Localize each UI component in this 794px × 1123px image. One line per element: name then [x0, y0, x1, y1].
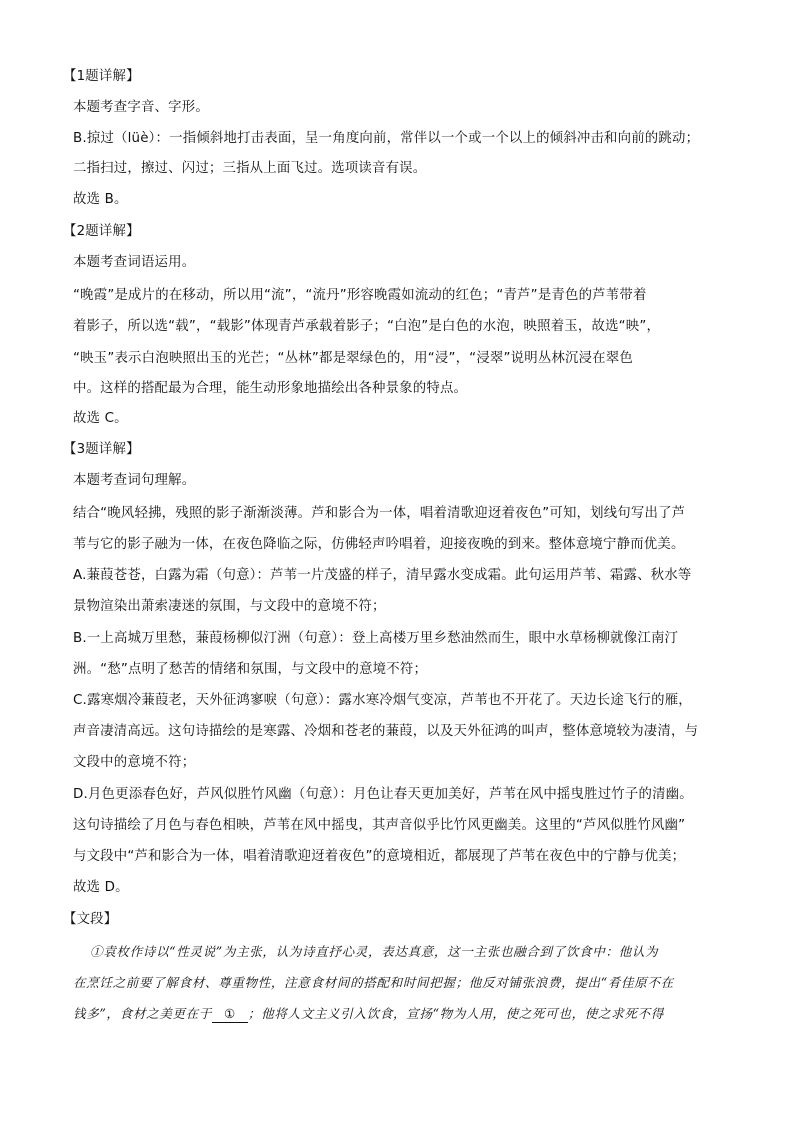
text-line: 故选 B。: [73, 192, 128, 207]
text-line: 苇与它的影子融为一体，在夜色降临之际，仿佛轻声吟唱着，迎接夜晚的到来。整体意境宁静而优美。: [73, 537, 685, 552]
text-line: 这句诗描绘了月色与春色相映，芦苇在风中摇曳，其声音似乎比竹风更幽美。这里的“芦风似胜竹风幽”: [73, 818, 686, 833]
passage-text: ；他将人文主义引入饮食，宣扬“物为人用，使之死可也，使之求死不得: [247, 1006, 664, 1021]
section-heading-q1: 【1题详解】: [63, 69, 140, 84]
text-line: 与文段中“芦和影合为一体，唱着清歌迎迓着夜色”的意境相近，都展现了芦苇在夜色中的宁静与优美；: [73, 849, 686, 864]
section-heading-passage: 【文段】: [63, 912, 118, 927]
passage-text: 钱多”，食材之美更在于: [73, 1006, 212, 1021]
text-line: “映玉”表示白泡映照出玉的光芒；“丛林”都是翠绿色的，用“浸”，“浸翠”说明丛林沉浸在翠色: [73, 351, 633, 366]
fill-in-blank: ①: [212, 1006, 248, 1023]
text-line: 本题考查字音、字形。: [73, 100, 209, 115]
text-line: 结合“晚风轻拂，残照的影子渐渐淡薄。芦和影合为一体，唱着清歌迎迓着夜色”可知，划线句写出了芦: [73, 506, 686, 521]
text-line: D.月色更添春色好，芦风似胜竹风幽（句意）：月色让春天更加美好，芦苇在风中摇曳胜过竹子的清幽。: [73, 787, 693, 802]
text-line: 声音凄清高远。这句诗描绘的是寒露、冷烟和苍老的蒹葭，以及天外征鸿的叫声，整体意境较为凄清，与: [73, 724, 699, 739]
text-line: 景物渲染出萧索凄迷的氛围，与文段中的意境不符；: [73, 599, 386, 614]
section-heading-q3: 【3题详解】: [63, 442, 140, 457]
text-line: 文段中的意境不符；: [73, 755, 196, 770]
text-line: 本题考查词语运用。: [73, 255, 196, 270]
text-line: C.露寒烟冷蒹葭老，天外征鸿寥唳（句意）：露水寒冷烟气变凉，芦苇也不开花了。天边长途飞行的雁，: [73, 693, 692, 708]
text-line: B.掠过（lüè）：一指倾斜地打击表面，呈一角度向前，常伴以一个或一个以上的倾斜冲击和向前的跳动；: [73, 131, 700, 146]
passage-line: [73, 1005, 733, 1023]
text-line: 故选 D。: [73, 880, 129, 895]
text-line: 着影子，所以选“载”，“载影”体现青芦承载着影子；“白泡”是白色的水泡，映照着玉，故选“映”，: [73, 319, 661, 334]
text-line: 本题考查词句理解。: [73, 473, 196, 488]
passage-line: ①袁枚作诗以“性灵说”为主张，认为诗直抒心灵，表达真意，这一主张也融合到了饮食中：他认为: [90, 944, 659, 959]
text-line: 故选 C。: [73, 411, 128, 426]
text-line: 洲。“愁”点明了愁苦的情绪和氛围，与文段中的意境不符；: [73, 662, 428, 677]
text-line: A.蒹葭苍苍，白露为霜（句意）：芦苇一片茂盛的样子，清早露水变成霜。此句运用芦苇、霜露、秋水等: [73, 568, 692, 583]
text-line: 二指扫过，擦过、闪过；三指从上面飞过。选项读音有误。: [73, 161, 427, 176]
text-line: “晚霞”是成片的在移动，所以用“流”，“流丹”形容晚霞如流动的红色；“青芦”是青色的芦苇带着: [73, 288, 647, 303]
section-heading-q2: 【2题详解】: [63, 224, 140, 239]
text-line: B.一上高城万里愁，蒹葭杨柳似汀洲（句意）：登上高楼万里乡愁油然而生，眼中水草杨柳就像江南汀: [73, 631, 679, 646]
text-line: 中。这样的搭配最为合理，能生动形象地描绘出各种景象的特点。: [73, 381, 468, 396]
passage-line: 在烹饪之前要了解食材、尊重物性，注意食材间的搭配和时间把握；他反对铺张浪费，提出“肴佳原不在: [73, 975, 674, 990]
